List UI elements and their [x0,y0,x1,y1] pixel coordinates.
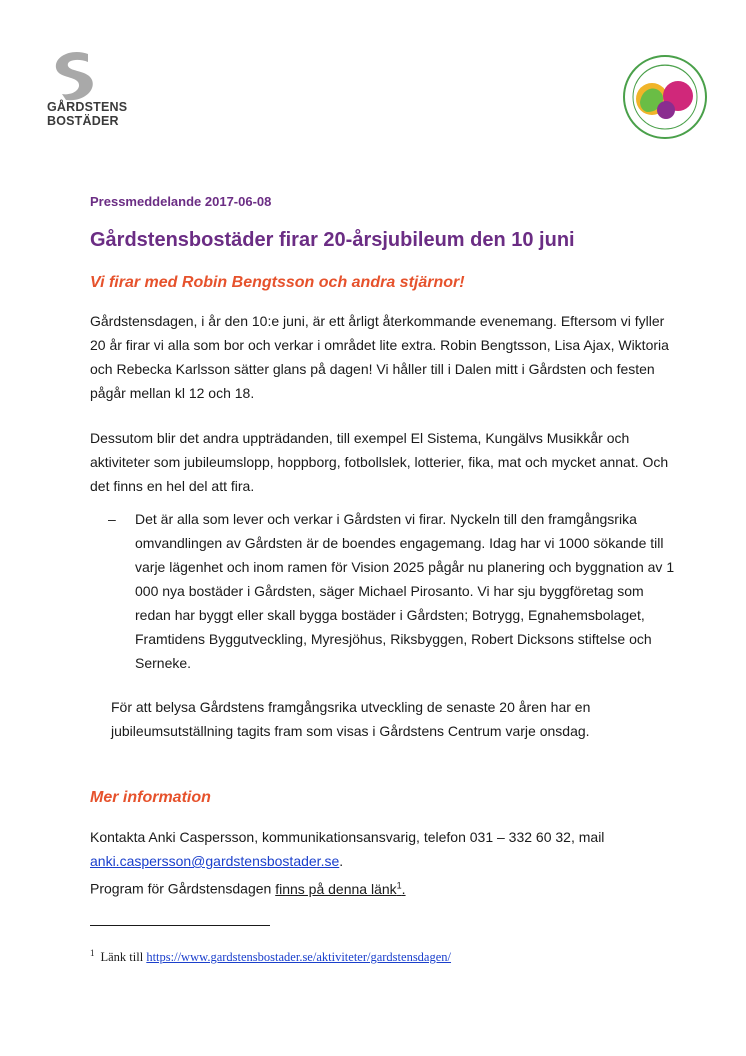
contact-info [90,825,690,901]
footnote-text: Länk till [100,950,147,965]
logo-wordmark [47,100,127,128]
email-line [90,849,690,873]
page-title: Gårdstensbostäder firar 20-årsjubileum den 10 juni [90,229,575,251]
more-info-heading: Mer information [90,789,211,806]
body-paragraph-2: Dessutom blir det andra uppträdanden, till exempel El Sistema, Kungälvs Musikkår och aktiviteter som jubileumslopp, hoppborg, fotbollslek, lotterier, fika, mat och mycket annat. Och det finns en hel del att fira. [90,430,669,494]
anniversary-20-logo [622,54,708,140]
email-suffix: . [339,853,344,869]
gardstens-bostader-logo [44,50,128,135]
program-link[interactable] [275,881,405,897]
body-paragraph-1: Gårdstensdagen, i år den 10:e juni, är ett årligt återkommande evenemang. Eftersom vi fyller 20 år firar vi alla som bor och verkar i området lite extra. Robin Bengtsson, Lisa Ajax, Wiktoria och Rebecka Karlsson sätter glans på dagen! Vi håller till i Dalen mitt i Gårdsten och festen pågår mellan kl 12 och 18. [90,313,669,401]
logo-line-1: GÅRDSTENS [47,100,128,114]
press-release-date: Pressmeddelande 2017-06-08 [90,194,272,209]
footnote [90,948,451,965]
footnote-url-link[interactable]: https://www.gardstensbostader.se/aktiviteter/gardstensdagen/ [146,950,452,965]
program-suffix: . [401,880,406,897]
program-link-text: finns på denna länk [275,880,397,897]
logo-line-2: BOSTÄDER [47,114,119,128]
logo-s-mark-icon [48,50,104,102]
footnote-divider [90,925,270,926]
footnote-number: 1 [90,948,95,958]
footnote-ref: 1 [396,880,402,890]
program-line [90,873,690,901]
program-text: Program för Gårdstensdagen [90,880,276,897]
quote-dash: – [108,511,116,527]
contact-line: Kontakta Anki Caspersson, kommunikationsansvarig, telefon 031 – 332 60 32, mail [90,829,605,845]
anniversary-seal-icon [622,54,708,140]
quote-paragraph: Det är alla som lever och verkar i Gårdsten vi firar. Nyckeln till den framgångsrika omvandlingen av Gårdsten är de boendes engagemang. Idag har vi 1000 sökande till varje lägenhet och inom ramen för Vision 2025 pågår nu planering och byggnation av 1 000 nya bostäder i Gårdsten, säger Michael Pirosanto. Vi har sju byggföretag som redan har byggt eller skall bygga bostäder i Gårdsten; Botrygg, Egnahemsbolaget, Framtidens Byggutveckling, Myresjöhus, Riksbyggen, Robert Dicksons stiftelse och Serneke. [135,511,675,671]
body-paragraph-3: För att belysa Gårdstens framgångsrika utveckling de senaste 20 åren har en jubileumsutställning tagits fram som visas i Gårdstens Centrum varje onsdag. [111,699,591,739]
subheading: Vi firar med Robin Bengtsson och andra stjärnor! [90,274,465,291]
email-link[interactable]: anki.caspersson@gardstensbostader.se [90,853,340,869]
